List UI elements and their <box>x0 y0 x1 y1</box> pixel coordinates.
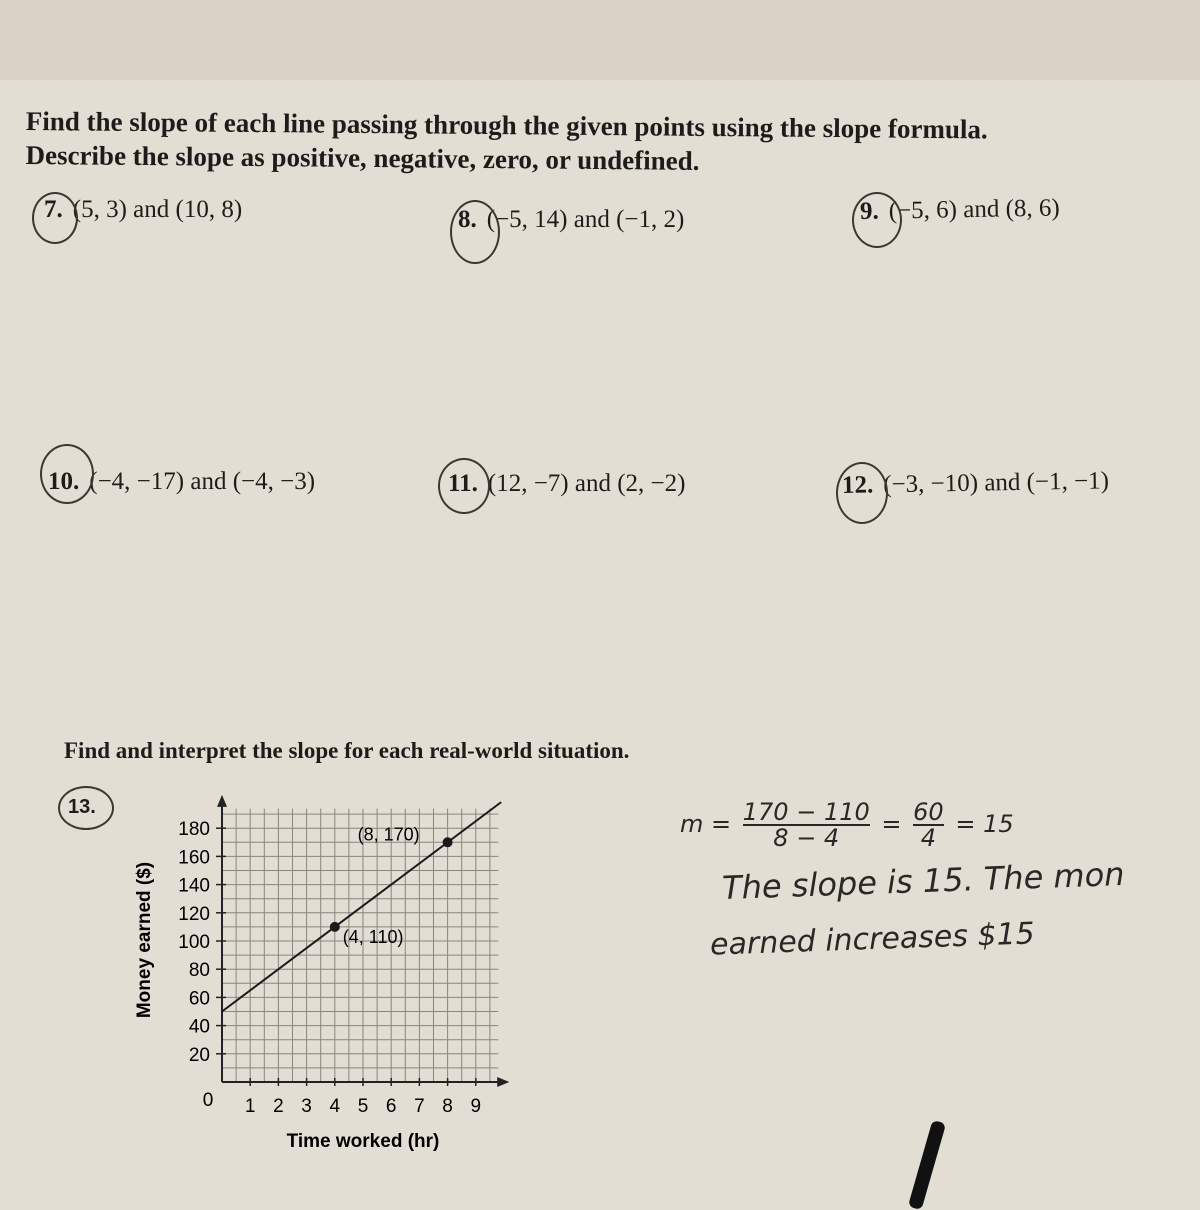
handwritten-line-3: earned increases $15 <box>709 916 1036 963</box>
y-axis-arrow <box>217 795 227 807</box>
fraction-1 <box>743 800 870 850</box>
y-tick-label: 80 <box>188 960 210 982</box>
problem-points: (−5, 6) and (8, 6) <box>888 194 1060 225</box>
problem-points: (5, 3) and (10, 8) <box>72 196 243 223</box>
problem-number: 10. <box>48 468 80 495</box>
problem-number: 8. <box>458 206 477 233</box>
x-axis-arrow <box>497 1077 509 1087</box>
y-tick-label: 100 <box>178 932 210 953</box>
x-tick-label: 8 <box>442 1096 453 1117</box>
y-axis-label: Money earned ($) <box>134 861 155 1019</box>
fraction-2-numerator: 60 <box>913 798 944 826</box>
section-heading: Find and interpret the slope for each real-world situation. <box>64 738 630 763</box>
x-tick-label: 3 <box>301 1096 312 1117</box>
problem-number: 7. <box>44 196 63 223</box>
slope-result: = 15 <box>955 810 1014 838</box>
y-tick-label: 60 <box>188 988 210 1010</box>
y-tick-label: 140 <box>178 875 210 897</box>
y-tick-label: 120 <box>178 903 210 925</box>
fraction-1-denominator: 8 − 4 <box>773 824 840 852</box>
problem-13-number: 13. <box>68 796 96 818</box>
instructions-line-2: Describe the slope as positive, negative, zero, or undefined. <box>25 139 700 176</box>
x-tick-label: 1 <box>244 1096 256 1117</box>
chart-ticks <box>178 819 481 1117</box>
problem-points: (12, −7) and (2, −2) <box>487 470 686 497</box>
handwritten-slope-calculation: m = $\frac{170 - 110}{8 - 4}$ = $\frac{60}{4}$ = 15 <box>680 798 1014 852</box>
data-point-label: (4, 110) <box>342 926 404 947</box>
x-tick-label: 7 <box>414 1096 425 1117</box>
slope-m-label: m = <box>680 810 732 838</box>
y-tick-label: 40 <box>188 1016 210 1038</box>
problem-points: (−4, −17) and (−4, −3) <box>89 468 316 495</box>
y-tick-label: 160 <box>178 847 210 869</box>
x-tick-label: 4 <box>329 1096 341 1117</box>
x-tick-label: 5 <box>357 1096 369 1117</box>
x-tick-label: 6 <box>385 1096 397 1117</box>
problem-number: 9. <box>859 197 879 225</box>
fraction-1-numerator: 170 − 110 <box>742 798 870 826</box>
handwritten-line-2: The slope is 15. The mon <box>721 854 1126 908</box>
problem-number: 11. <box>448 470 478 497</box>
x-axis-label: Time worked (hr) <box>286 1131 440 1152</box>
problem-points: (−3, −10) and (−1, −1) <box>882 467 1110 499</box>
data-point-label: (8, 170) <box>357 824 420 845</box>
data-point <box>330 922 340 932</box>
x-tick-label: 9 <box>470 1096 482 1117</box>
fraction-2-denominator: 4 <box>920 824 937 852</box>
origin-label: 0 <box>202 1090 214 1111</box>
y-tick-label: 20 <box>188 1044 210 1066</box>
fraction-2 <box>913 800 944 850</box>
y-tick-label: 180 <box>178 819 210 841</box>
problem-number: 12. <box>841 471 874 499</box>
x-tick-label: 2 <box>273 1096 284 1117</box>
data-point <box>443 837 453 847</box>
problem-points: (−5, 14) and (−1, 2) <box>486 206 685 233</box>
instructions-line-1: Find the slope of each line passing through the given points using the slope formula. <box>25 105 988 145</box>
